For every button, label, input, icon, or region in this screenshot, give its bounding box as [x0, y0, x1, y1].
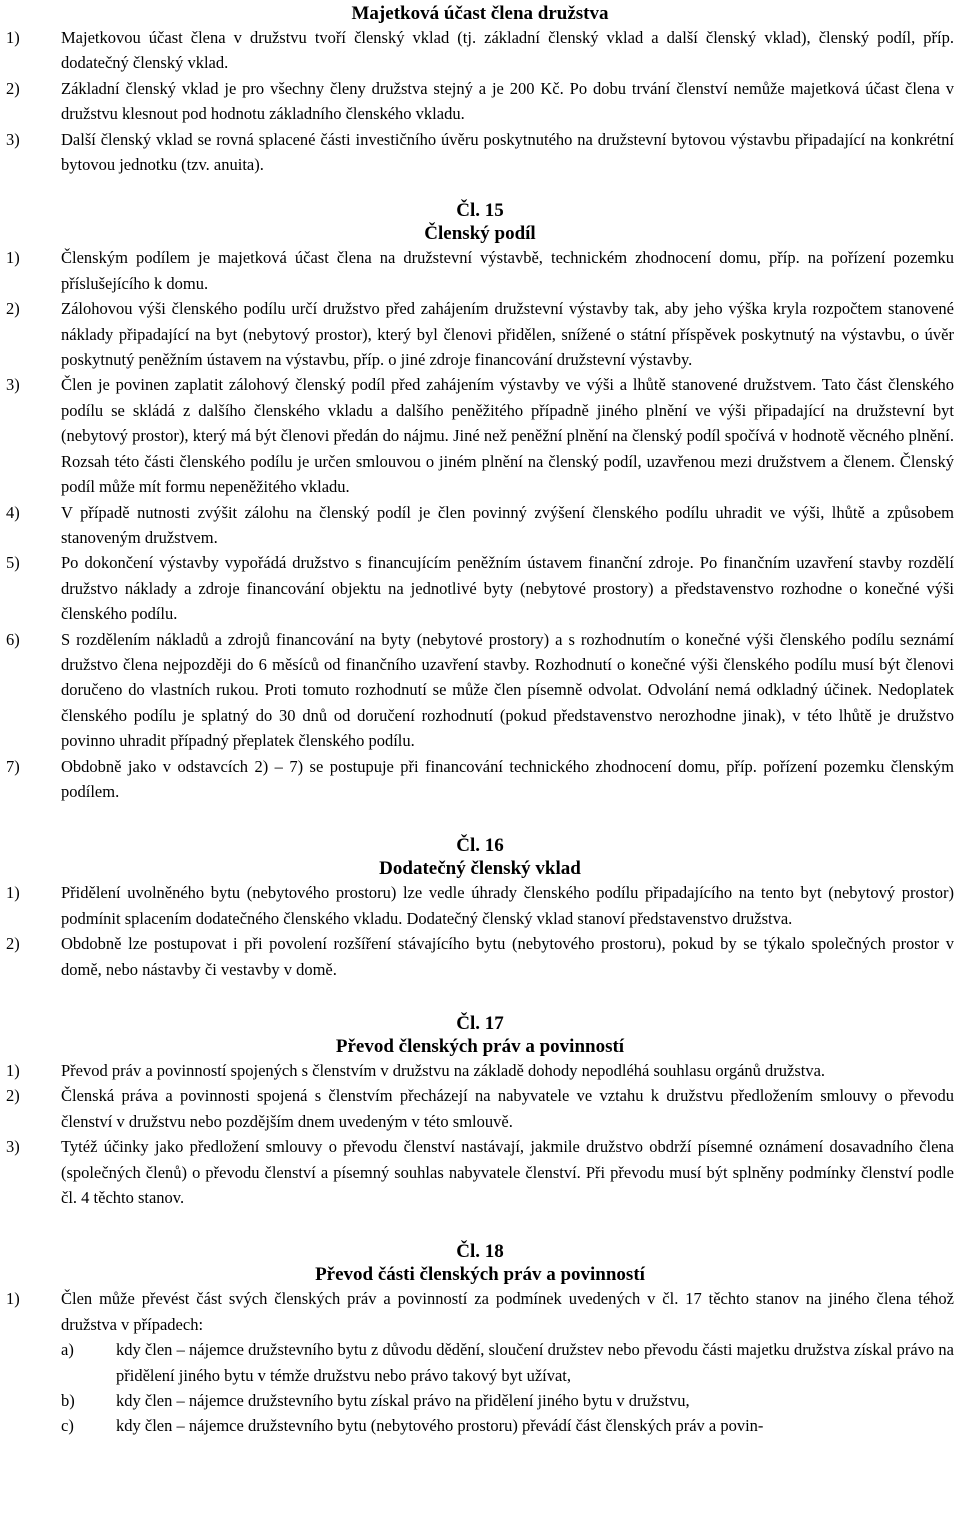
paragraph-number: 3)	[6, 1137, 20, 1157]
paragraph-number: 6)	[6, 629, 20, 649]
paragraph	[6, 127, 954, 178]
subparagraph-list	[6, 1337, 954, 1439]
subparagraph-text: kdy člen – nájemce družstevního bytu (nebytového prostoru) převádí část členských práv a povin-	[116, 1416, 764, 1436]
paragraph-text: Převod práv a povinností spojených s členstvím v družstvu na základě dohody nepodléhá souhlasu orgánů družstva.	[61, 1061, 826, 1080]
paragraph	[6, 550, 954, 626]
article-title: Převod členských práv a povinností	[335, 1036, 625, 1057]
paragraph-number: 1)	[6, 248, 20, 268]
paragraph-text: Další členský vklad se rovná splacené části investičního úvěru poskytnutého na družstevní bytovou výstavbu připadající na konkrétní bytovou jednotku (tzv. anuita).	[61, 129, 954, 175]
paragraph-number: 2)	[6, 78, 20, 98]
paragraph-number: 3)	[6, 129, 20, 149]
article-number: Čl. 16	[456, 835, 504, 857]
paragraph	[6, 880, 954, 931]
article-paragraph-list	[6, 245, 954, 804]
paragraph-text: Základní členský vklad je pro všechny členy družstva stejný a je 200 Kč. Po dobu trvání členství nemůže majetková účast člena v družstvu klesnout pod hodnotu základního členského vkladu.	[61, 78, 954, 124]
paragraph-text: S rozdělením nákladů a zdrojů financování na byty (nebytové prostory) a s rozhodnutím o konečné výši členského podílu seznámí družstvo člena nejpozději do 6 měsíců od finančního uzavření stavby. Rozhodnutí o konečné výši členského podílu musí být členovi doručeno do vlastních rukou. Proti tomuto rozhodnutí se může člen písemně odvolat. Odvolání nemá odkladný účinek. Nedoplatek členského podílu je splatný do 30 dnů od doručení rozhodnutí (pokud představenstvo nerozhodne jinak), v této lhůtě je družstvo povinno uhradit případný přeplatek členského podílu.	[61, 629, 954, 751]
paragraph	[6, 500, 954, 551]
paragraph-text: Členská práva a povinnosti spojená s členstvím přecházejí na nabyvatele ve vztahu k družstvu předložením smlouvy o převodu členství v družstvu nebo pozdějším dnem uvedeným v této smlouvě.	[61, 1086, 954, 1131]
paragraph-text: Majetkovou účast člena v družstvu tvoří členský vklad (tj. základní členský vklad a další členský vklad), členský podíl, příp. dodatečný členský vklad.	[61, 28, 954, 73]
paragraph	[6, 372, 954, 499]
paragraph-number: 2)	[6, 1086, 20, 1106]
paragraph-text: Zálohovou výši členského podílu určí družstvo před zahájením družstevní výstavby tak, aby jeho výška kryla rozpočtem stanovené náklady připadající na byt (nebytový prostor), který byl členovi přidělen, snížené o státní příspěvek poskytnutý na výstavbu, o úvěr poskytnutý peněžním ústavem na výstavbu, příp. o jiné zdroje financování družstevní výstavby.	[61, 299, 954, 370]
subparagraph-text: kdy člen – nájemce družstevního bytu z důvodu dědění, sloučení družstev nebo převodu části majetku družstva získal právo na přidělení jiného bytu v témže družstvu nebo právo takový byt užívat,	[116, 1340, 954, 1385]
paragraph-number: 2)	[6, 299, 20, 319]
subparagraph	[61, 1413, 954, 1438]
paragraph-number: 3)	[6, 375, 20, 395]
paragraph-number: 4)	[6, 502, 20, 522]
article-paragraph-list	[6, 1286, 954, 1438]
subparagraph-letter: c)	[61, 1416, 74, 1436]
article-title: Dodatečný členský vklad	[379, 858, 581, 880]
paragraph	[6, 1286, 954, 1337]
article-number: Čl. 18	[456, 1241, 504, 1263]
paragraph	[6, 754, 954, 805]
paragraph-number: 7)	[6, 756, 20, 776]
article-title: Členský podíl	[424, 223, 536, 245]
paragraph-number: 1)	[6, 883, 20, 903]
paragraph-text: Tytéž účinky jako předložení smlouvy o převodu členství nastávají, jakmile družstvo obdrží písemné oznámení dosavadního člena (společných členů) o převodu členství a písemný souhlas nabyvatele členství. Při převodu musí být splněny podmínky členství podle čl. 4 těchto stanov.	[61, 1137, 954, 1208]
article-title: Převod části členských práv a povinností	[315, 1264, 645, 1286]
paragraph	[6, 76, 954, 127]
subparagraph	[61, 1388, 954, 1413]
subparagraph	[61, 1337, 954, 1388]
paragraph-text: Člen je povinen zaplatit zálohový členský podíl před zahájením výstavby ve výši a lhůtě stanovené družstvem. Tato část členského podílu se skládá z dalšího členského vkladu a dalšího peněžitého případně jiného plnění ve výši připadající na družstevní byt (nebytový prostor), který má být členovi předán do nájmu. Jiné než peněžní plnění na členský podíl spočívá v hodnotě věcného plnění. Rozsah této části členského podílu je určen smlouvou o jiném plnění na členský podíl, uzavřenou mezi družstvem a členem. Členský podíl může mít formu nepeněžitého vkladu.	[61, 375, 954, 497]
paragraph	[6, 296, 954, 372]
paragraph	[6, 25, 954, 76]
subparagraph-text: kdy člen – nájemce družstevního bytu získal právo na přidělení jiného bytu v družstvu,	[116, 1391, 690, 1411]
subparagraph-letter: b)	[61, 1391, 75, 1411]
document-page	[0, 2, 960, 1439]
paragraph-text: Obdobně lze postupovat i při povolení rozšíření stávajícího bytu (nebytového prostoru), pokud by se týkalo společných prostor v domě, nebo nástavby či vestavby v domě.	[61, 934, 954, 979]
paragraph-text: Obdobně jako v odstavcích 2) – 7) se postupuje při financování technického zhodnocení domu, příp. pořízení pozemku členským podílem.	[61, 756, 954, 801]
subparagraph-letter: a)	[61, 1340, 74, 1360]
article-paragraph-list	[6, 1058, 954, 1210]
paragraph-number: 1)	[6, 28, 20, 47]
article-paragraph-list	[6, 880, 954, 982]
paragraph-text: V případě nutnosti zvýšit zálohu na členský podíl je člen povinný zvýšení členského podílu uhradit ve výši, lhůtě a způsobem stanoveným družstvem.	[61, 502, 954, 547]
paragraph-text: Přidělení uvolněného bytu (nebytového prostoru) lze vedle úhrady členského podílu připadajícího na tento byt (nebytový prostor) podmínit splacením dodatečného členského vkladu. Dodatečný členský vklad stanoví představenstvo družstva.	[61, 883, 954, 928]
paragraph-text: Členským podílem je majetková účast člena na družstevní výstavbě, technickém zhodnocení domu, příp. na pořízení pozemku příslušejícího k domu.	[61, 248, 954, 293]
paragraph-number: 1)	[6, 1289, 20, 1309]
paragraph-text: Člen může převést část svých členských práv a povinností za podmínek uvedených v čl. 17 těchto stanov na jiného člena téhož družstva v případech:	[61, 1289, 954, 1334]
paragraph	[6, 1083, 954, 1134]
article-number: Čl. 17	[456, 1013, 504, 1034]
article-number: Čl. 15	[456, 200, 504, 222]
paragraph	[6, 931, 954, 982]
paragraph	[6, 1058, 954, 1083]
paragraph	[6, 1134, 954, 1210]
paragraph-text: Po dokončení výstavby vypořádá družstvo s financujícím peněžním ústavem finanční zdroje. Po finančním uzavření stavby rozdělí družstvo náklady a zdroje financování objektu na jednotlivé byty (nebytové prostory) a představenstvo rozhodne o konečné výši členského podílu.	[61, 553, 954, 624]
section-paragraph-list	[6, 25, 954, 177]
paragraph-number: 1)	[6, 1061, 20, 1080]
paragraph	[6, 627, 954, 754]
section-title: Majetková účast člena družstva	[351, 3, 609, 24]
paragraph-number: 2)	[6, 934, 20, 954]
paragraph-number: 5)	[6, 553, 20, 573]
paragraph	[6, 245, 954, 296]
